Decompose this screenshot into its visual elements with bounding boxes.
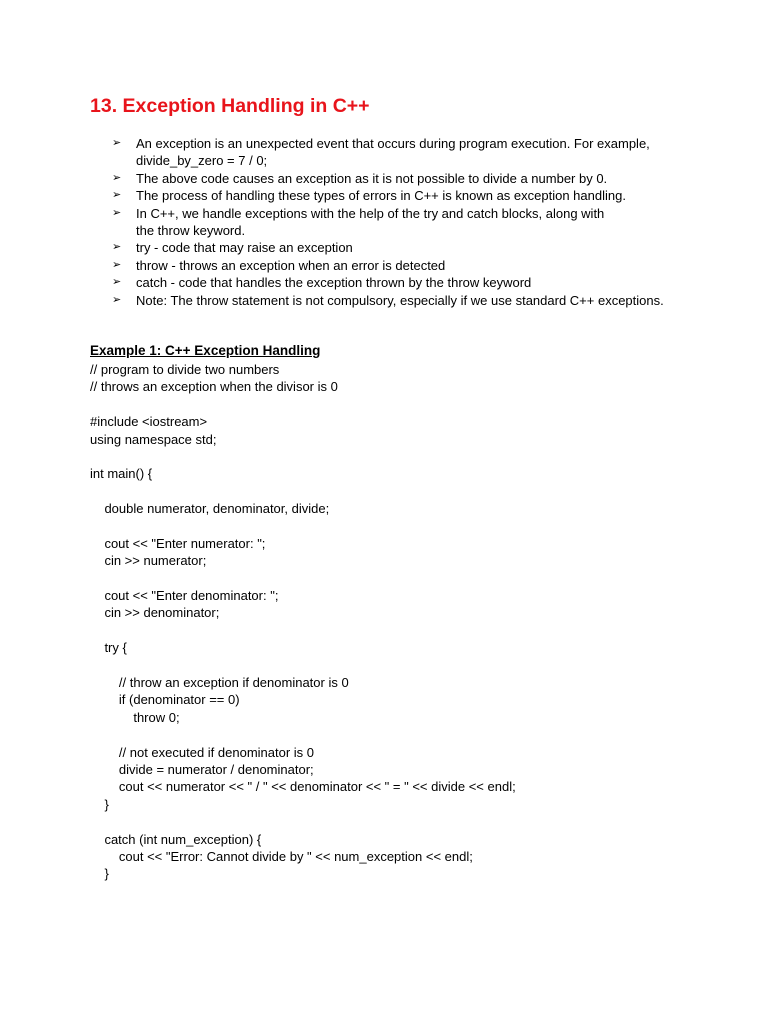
code-line: } <box>90 866 109 882</box>
example-heading: Example 1: C++ Exception Handling <box>90 343 321 358</box>
code-line: // not executed if denominator is 0 <box>90 744 315 760</box>
code-line <box>90 622 516 639</box>
code-line <box>90 726 516 743</box>
arrow-bullet-icon: ➢ <box>112 241 122 254</box>
code-line: cin >> denominator; <box>90 605 220 621</box>
code-line: cout << "Enter denominator: "; <box>90 588 279 604</box>
arrow-bullet-icon: ➢ <box>112 171 122 184</box>
code-block <box>90 361 516 883</box>
code-line: } <box>90 796 109 812</box>
code-line: // throw an exception if denominator is 0 <box>90 675 349 691</box>
code-line: cout << "Enter numerator: "; <box>90 535 266 551</box>
bullet-item: ➢ The above code causes an exception as it is not possible to divide a number by 0. <box>112 170 608 186</box>
code-line: divide = numerator / denominator; <box>90 761 314 777</box>
bullet-item: ➢ catch - code that handles the exception thrown by the throw keyword <box>112 275 532 291</box>
code-line: // throws an exception when the divisor is 0 <box>90 379 338 395</box>
code-line: #include <iostream> <box>90 414 208 430</box>
arrow-bullet-icon: ➢ <box>112 189 122 202</box>
code-line <box>90 483 516 500</box>
code-line: cin >> numerator; <box>90 553 207 569</box>
arrow-bullet-icon: ➢ <box>112 258 122 271</box>
bullet-item: ➢ throw - throws an exception when an error is detected <box>112 257 446 273</box>
code-line <box>90 570 516 587</box>
code-line <box>90 448 516 465</box>
code-line: int main() { <box>90 466 153 482</box>
bullet-item: ➢ Note: The throw statement is not compulsory, especially if we use standard C++ exceptions. <box>112 292 664 308</box>
code-line: throw 0; <box>90 709 180 725</box>
code-line <box>90 657 516 674</box>
bullet-item: ➢ In C++, we handle exceptions with the help of the try and catch blocks, along with the throw keyword. <box>112 205 605 239</box>
bullet-item: ➢ try - code that may raise an exception <box>112 240 353 256</box>
bullet-item: ➢ The process of handling these types of errors in C++ is known as exception handling. <box>112 188 626 204</box>
code-line: double numerator, denominator, divide; <box>90 501 330 517</box>
bullet-item: ➢ An exception is an unexpected event that occurs during program execution. For example, divide_by_zero = 7 / 0; <box>112 136 650 169</box>
bullet-list <box>112 135 664 309</box>
arrow-bullet-icon: ➢ <box>112 206 122 219</box>
arrow-bullet-icon: ➢ <box>112 293 122 306</box>
code-line: if (denominator == 0) <box>90 692 240 708</box>
code-line: cout << "Error: Cannot divide by " << num_exception << endl; <box>90 848 473 864</box>
arrow-bullet-icon: ➢ <box>112 137 122 149</box>
section-title: 13. Exception Handling in C++ <box>90 95 370 117</box>
code-line <box>90 813 516 830</box>
code-line: // program to divide two numbers <box>90 362 280 377</box>
code-line <box>90 518 516 535</box>
code-line: cout << numerator << " / " << denominator << " = " << divide << endl; <box>90 779 516 795</box>
arrow-bullet-icon: ➢ <box>112 276 122 289</box>
code-line: try { <box>90 640 127 656</box>
code-line <box>90 396 516 413</box>
code-line: catch (int num_exception) { <box>90 831 262 847</box>
code-line: using namespace std; <box>90 431 217 447</box>
